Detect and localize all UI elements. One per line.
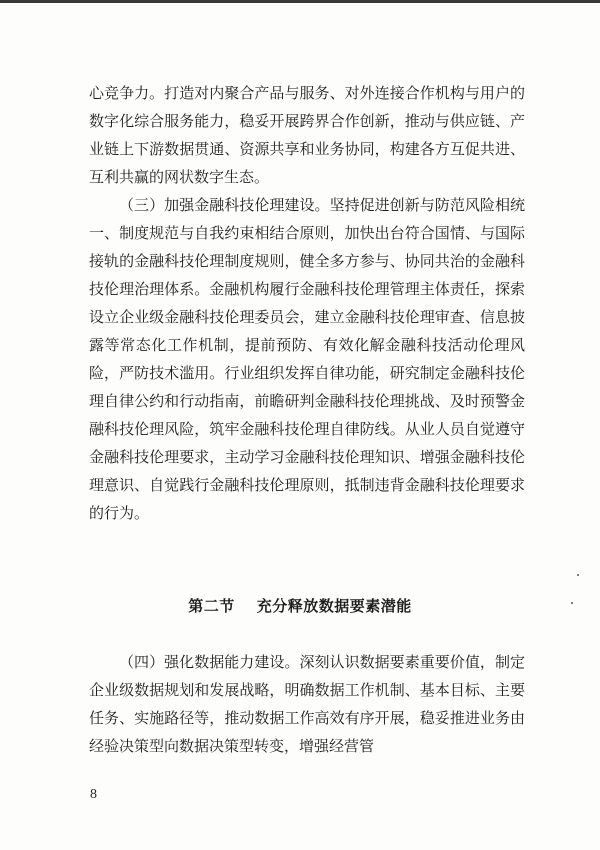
paragraph-data-capability: （四）强化数据能力建设。深刻认识数据要素重要价值，制定企业级数据规划和发展战略，明确数据工作机制、基本目标、主要任务、实施路径等，推动数据工作高效有序开展，稳妥推进业务由经验决策型向数据决策型转变，增强经营管 (89, 653, 525, 755)
page-number: 8 (90, 787, 97, 802)
top-border (0, 0, 600, 3)
section-title: 充分释放数据要素潜能 (256, 597, 412, 615)
scan-speck (577, 574, 579, 576)
paragraph-continuation: 心竞争力。打造对内聚合产品与服务、对外连接合作机构与用户的数字化综合服务能力，稳妥开展跨界合作创新，推动与供应链、产业链上下游数据贯通、资源共享和业务协同，构建各方互促共进、互利共赢的网状数字生态。 (89, 84, 525, 186)
body-text-block (89, 79, 525, 527)
section-heading (0, 592, 600, 620)
section-number: 第二节 (188, 597, 235, 615)
body-text-block-2 (89, 648, 525, 760)
paragraph-ethics: （三）加强金融科技伦理建设。坚持促进创新与防范风险相统一、制度规范与自我约束相结合原则，加快出台符合国情、与国际接轨的金融科技伦理制度规则，健全多方参与、协同共治的金融科技伦理治理体系。金融机构履行金融科技伦理管理主体责任，探索设立企业级金融科技伦理委员会，建立金融科技伦理审查、信息披露等常态化工作机制，提前预防、有效化解金融科技活动伦理风险，严防技术滥用。行业组织发挥自律功能，研究制定金融科技伦理自律公约和行动指南，前瞻研判金融科技伦理挑战、及时预警金融科技伦理风险，筑牢金融科技伦理自律防线。从业人员自觉遵守金融科技伦理要求，主动学习金融科技伦理知识、增强金融科技伦理意识、自觉践行金融科技伦理原则，抵制违背金融科技伦理要求的行为。 (89, 196, 525, 522)
scan-speck (571, 602, 573, 604)
